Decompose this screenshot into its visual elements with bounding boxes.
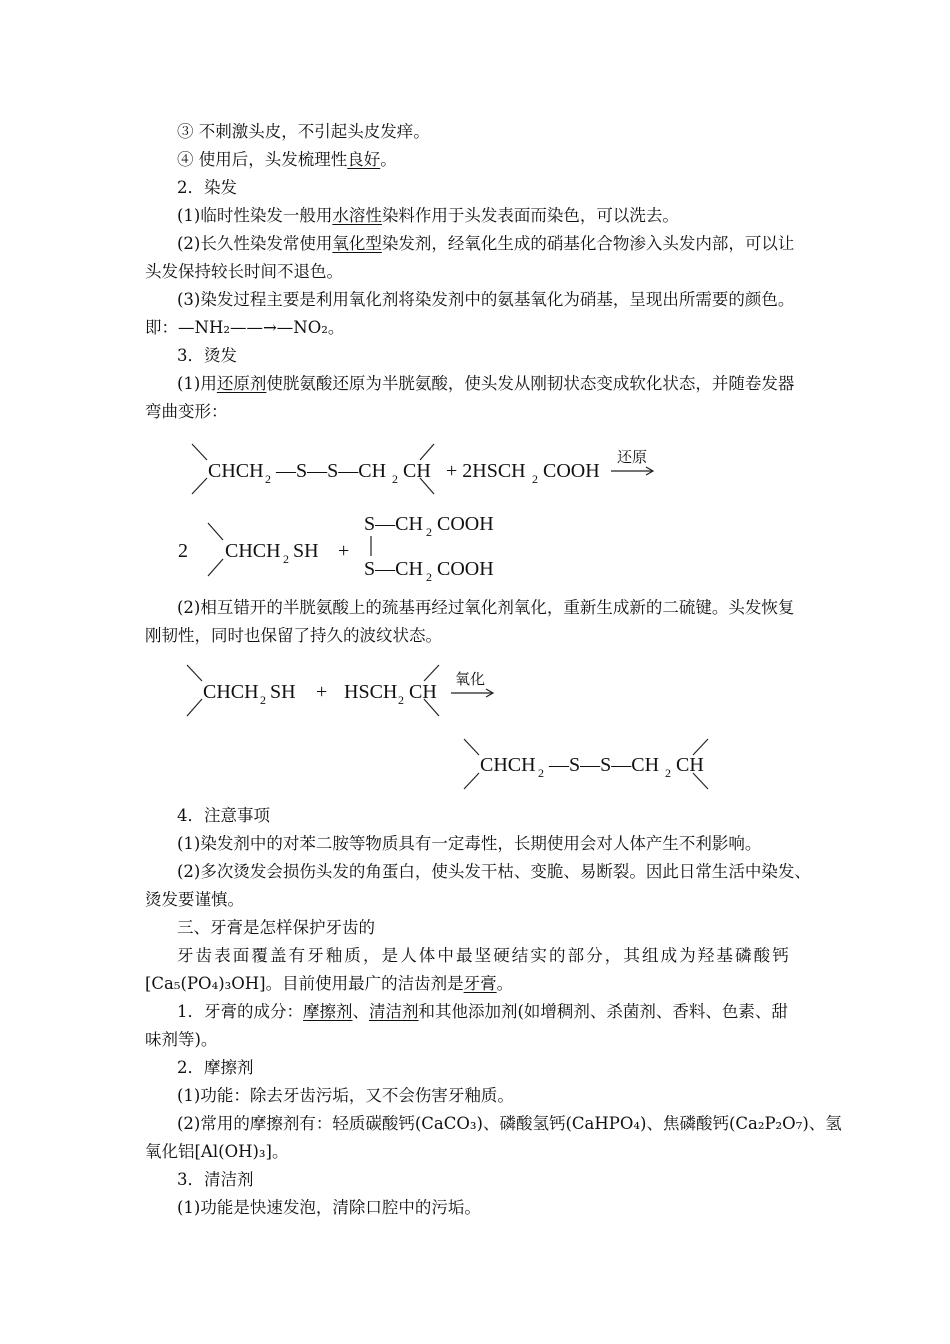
section-heading: 2．摩擦剂 <box>177 1058 254 1077</box>
formula-text: CHCH <box>480 754 536 776</box>
text-line: (1)临时性染发一般用水溶性染料作用于头发表面而染色，可以洗去。 <box>177 206 679 225</box>
answer-underline: 氧化型 <box>332 234 382 253</box>
formula-text: + <box>338 540 350 562</box>
answer-underline: 还原剂 <box>216 374 267 393</box>
formula-text: CHCH <box>225 540 281 562</box>
text-line: 弯曲变形： <box>145 402 228 421</box>
section-heading: 三、牙膏是怎样保护牙齿的 <box>177 918 375 937</box>
text-line: (1)染发剂中的对苯二胺等物质具有一定毒性，长期使用会对人体产生不利影响。 <box>177 834 762 853</box>
text-line: ③ 不刺激头皮，不引起头皮发痒。 <box>177 122 430 141</box>
text-line: 烫发要谨慎。 <box>145 890 244 909</box>
text-line: (2)多次烫发会损伤头发的角蛋白，使头发干枯、变脆、易断裂。因此日常生活中染发、 <box>177 862 811 881</box>
formula-text: COOH <box>437 558 494 580</box>
section-heading: 3．清洁剂 <box>177 1170 254 1189</box>
text-line: 头发保持较长时间不退色。 <box>145 262 343 281</box>
formula-subscript: 2 <box>265 472 271 486</box>
text-line: (3)染发过程主要是利用氧化剂将染发剂中的氨基氧化为硝基，呈现出所需要的颜色。 <box>177 290 795 309</box>
bond-line <box>464 773 479 789</box>
section-heading: 2．染发 <box>177 178 237 197</box>
formula-subscript: 2 <box>426 570 432 584</box>
arrow-label: 氧化 <box>455 672 486 688</box>
bond-line <box>424 665 439 681</box>
formula-subscript: 2 <box>398 693 404 707</box>
formula-text: 2 <box>178 540 188 562</box>
text-line: (1)功能：除去牙齿污垢，又不会伤害牙釉质。 <box>177 1086 514 1105</box>
formula-text: CHCH <box>208 460 264 482</box>
text-line: (2)相互错开的半胱氨酸上的巯基再经过氧化剂氧化，重新生成新的二硫键。头发恢复 <box>177 598 795 617</box>
formula-subscript: 2 <box>532 472 538 486</box>
formula-text: —S—S—CH <box>549 754 660 776</box>
formula-text: COOH <box>437 513 494 535</box>
text-line: 1．牙膏的成分：摩擦剂、清洁剂和其他添加剂(如增稠剂、杀菌剂、香料、色素、甜 <box>177 1002 788 1021</box>
answer-underline: 水溶性 <box>332 206 382 225</box>
formula-subscript: 2 <box>283 552 289 566</box>
text-line: (2)常用的摩擦剂有：轻质碳酸钙(CaCO₃)、磷酸氢钙(CaHPO₄)、焦磷酸钙(Ca₂P₂O₇)、氢 <box>177 1114 842 1133</box>
formula-text: S—CH <box>364 558 423 580</box>
text-line: 味剂等)。 <box>145 1030 218 1049</box>
text-line: [Ca₅(PO₄)₃OH]。目前使用最广的洁齿剂是牙膏。 <box>145 974 514 993</box>
formula-text: + 2HSCH <box>446 460 526 482</box>
formula-text: CH <box>676 754 704 776</box>
text-line: (1)功能是快速发泡，清除口腔中的污垢。 <box>177 1198 481 1217</box>
answer-underline: 摩擦剂 <box>303 1002 353 1021</box>
answer-underline: 清洁剂 <box>369 1002 419 1021</box>
text-line: 牙齿表面覆盖有牙釉质，是人体中最坚硬结实的部分，其组成为羟基磷酸钙 <box>177 946 791 965</box>
bond-line <box>464 739 479 755</box>
formula-text: —S—S—CH <box>276 460 387 482</box>
section-heading: 3．烫发 <box>177 346 237 365</box>
formula-text: COOH <box>543 460 600 482</box>
formula-text: CH <box>409 681 437 703</box>
formula-text: SH <box>293 540 319 562</box>
formula-text: SH <box>270 681 296 703</box>
text-line: 即：—NH₂——→—NO₂。 <box>145 318 345 337</box>
formula-text: CHCH <box>203 681 259 703</box>
formula-text: S—CH <box>364 513 423 535</box>
text-line: ④ 使用后，头发梳理性良好。 <box>177 150 397 169</box>
formula-subscript: 2 <box>392 472 398 486</box>
formula-subscript: 2 <box>260 693 266 707</box>
text-line: 刚韧性，同时也保留了持久的波纹状态。 <box>145 626 442 645</box>
arrow-label: 还原 <box>617 450 648 466</box>
formula-subscript: 2 <box>665 766 671 780</box>
bond-line <box>693 739 708 755</box>
answer-underline: 牙膏 <box>463 974 497 993</box>
answer-underline: 良好 <box>347 150 381 169</box>
formula-text: CH <box>403 460 431 482</box>
formula-subscript: 2 <box>538 766 544 780</box>
bond-line <box>187 665 202 681</box>
text-line: 氧化铝[Al(OH)₃]。 <box>145 1142 289 1161</box>
bond-line <box>187 699 202 716</box>
text-line: (1)用还原剂使胱氨酸还原为半胱氨酸，使头发从刚韧状态变成软化状态，并随卷发器 <box>177 374 795 393</box>
formula-text: HSCH <box>344 681 398 703</box>
text-line: (2)长久性染发常使用氧化型染发剂，经氧化生成的硝基化合物渗入头发内部，可以让 <box>177 234 795 253</box>
section-heading: 4．注意事项 <box>177 806 270 825</box>
formula-subscript: 2 <box>426 525 432 539</box>
formula-text: + <box>316 681 328 703</box>
